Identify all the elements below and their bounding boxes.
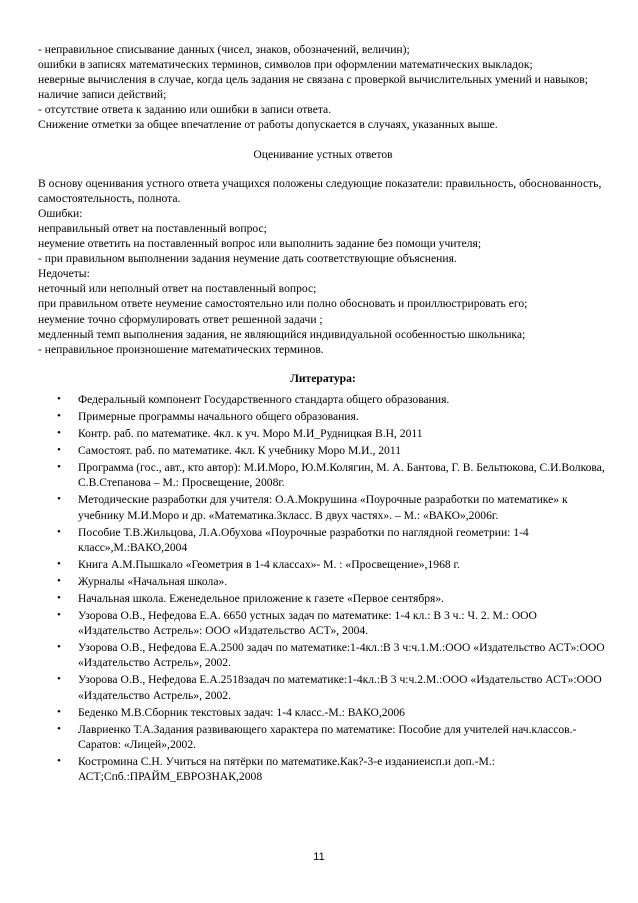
oral-heading: Оценивание устных ответов <box>253 147 393 161</box>
literature-item <box>38 591 608 606</box>
intro-line: наличие записи действий; <box>38 88 167 102</box>
bullet-icon: • <box>57 493 61 506</box>
bullet-icon: • <box>57 754 61 767</box>
intro-line: ошибки в записях математических терминов, символов при оформлении математических выкладок; <box>38 58 533 72</box>
literature-item <box>38 722 608 752</box>
literature-item <box>38 705 608 720</box>
page-body <box>38 42 608 786</box>
literature-item-text: Примерные программы начального общего образования. <box>78 409 359 423</box>
oral-line: неправильный ответ на поставленный вопрос; <box>38 221 267 235</box>
literature-item-text: Программа (гос., авт., кто автор): М.И.Моро, Ю.М.Колягин, М. А. Бантова, Г. В. Бельтюкова, С.И.Волкова, С.В.Степанова – М.: Просвещение, 2008г. <box>78 461 605 490</box>
bullet-icon: • <box>57 427 61 440</box>
oral-line: неумение точно сформулировать ответ решенной задачи ; <box>38 312 323 326</box>
literature-item-text: Методические разработки для учителя: О.А.Мокрушина «Поурочные разработки по математике» к учебнику М.И.Моро и др. «Математика.3класс. В двух частях». – М.: «ВАКО»,2006г. <box>78 493 568 522</box>
oral-line: Ошибки: <box>38 206 83 220</box>
literature-item-text: Узорова О.В., Нефедова Е.А. 6650 устных задач по математике: 1-4 кл.: В 3 ч.: Ч. 2. М.: ООО «Издательство Астрель»: ООО «Издательство АСТ», 2004. <box>78 609 537 638</box>
oral-line: - при правильном выполнении задания неумение дать соответствующие объяснения. <box>38 252 457 266</box>
literature-item <box>38 492 608 522</box>
literature-item <box>38 409 608 424</box>
literature-item <box>38 754 608 784</box>
literature-item <box>38 608 608 638</box>
intro-line: неверные вычисления в случае, когда цель задания не связана с проверкой вычислительных умений и навыков; <box>38 73 588 87</box>
oral-line: неумение ответить на поставленный вопрос или выполнить задание без помощи учителя; <box>38 237 482 251</box>
literature-item-text: Лавриенко Т.А.Задания развивающего характера по математике: Пособие для учителей нач.классов.-Саратов: «Лицей»,2002. <box>78 722 577 751</box>
bullet-icon: • <box>57 592 61 604</box>
bullet-icon: • <box>57 673 61 686</box>
bullet-icon: • <box>57 609 61 622</box>
literature-item-text: Федеральный компонент Государственного стандарта общего образования. <box>78 392 450 406</box>
oral-block <box>38 176 608 357</box>
intro-line: Снижение отметки за общее впечатление от работы допускается в случаях, указанных выше. <box>38 118 498 132</box>
literature-item <box>38 557 608 572</box>
literature-item-text: Самостоят. раб. по математике. 4кл. К учебнику Моро М.И., 2011 <box>78 444 402 458</box>
oral-line: В основу оценивания устного ответа учащихся положены следующие показатели: правильность, обоснованность, самостоятельность, полнота. <box>38 176 602 205</box>
intro-line: - отсутствие ответа к заданию или ошибки в записи ответа. <box>38 103 332 117</box>
literature-item-text: Узорова О.В., Нефедова Е.А.2500 задач по математике:1-4кл.:В 3 ч:ч.1.М.:ООО «Издательство АСТ»:ООО «Издательство Астрель», 2002. <box>78 641 605 670</box>
literature-item-text: Начальная школа. Еженедельное приложение к газете «Первое сентября». <box>78 592 445 605</box>
literature-item <box>38 525 608 555</box>
literature-item-text: Книга А.М.Пышкало «Геометрия в 1-4 классах»- М. : «Просвещение»,1968 г. <box>78 557 460 571</box>
spacer <box>38 162 608 176</box>
literature-item-text: Беденко М.В.Сборник текстовых задач: 1-4 класс.-М.: ВАКО,2006 <box>78 705 405 719</box>
spacer <box>38 357 608 371</box>
oral-line: неточный или неполный ответ на поставленный вопрос; <box>38 282 317 296</box>
literature-list <box>38 392 608 784</box>
literature-item <box>38 392 608 407</box>
literature-item-text: Узорова О.В., Нефедова Е.А.2518задач по математике:1-4кл.:В 3 ч:ч.2.М.:ООО «Издательство АСТ»:ООО «Издательство Астрель», 2002. <box>78 673 602 702</box>
literature-item <box>38 443 608 458</box>
bullet-icon: • <box>57 409 61 422</box>
literature-item <box>38 426 608 441</box>
oral-line: Недочеты: <box>38 267 90 281</box>
page-number: 11 <box>313 851 325 863</box>
oral-line: - неправильное произношение математических терминов. <box>38 342 324 356</box>
oral-line: медленный темп выполнения задания, не являющийся индивидуальной особенностью школьника; <box>38 327 526 341</box>
bullet-icon: • <box>57 461 61 474</box>
bullet-icon: • <box>57 557 61 570</box>
literature-item-text: Пособие Т.В.Жильцова, Л.А.Обухова «Поурочные разработки по наглядной геометрии: 1-4 класс»,М.:ВАКО,2004 <box>78 525 529 554</box>
literature-item <box>38 640 608 670</box>
bullet-icon: • <box>57 574 61 587</box>
intro-block <box>38 42 608 133</box>
literature-item-text: Костромина С.Н. Учиться на пятёрки по математике.Как?-3-е изданиеисп.и доп.-М.: АСТ;Спб.:ПРАЙМ_ЕВРОЗНАК,2008 <box>78 754 495 784</box>
bullet-icon: • <box>57 525 61 538</box>
bullet-icon: • <box>57 641 61 654</box>
literature-heading: Литература: <box>290 371 356 385</box>
literature-item <box>38 672 608 702</box>
bullet-icon: • <box>57 392 61 405</box>
literature-item-text: Журналы «Начальная школа». <box>78 574 228 588</box>
literature-item <box>38 460 608 490</box>
literature-item <box>38 574 608 589</box>
bullet-icon: • <box>57 722 61 735</box>
oral-line: при правильном ответе неумение самостоятельно или полно обосновать и проиллюстрировать его; <box>38 297 528 311</box>
spacer <box>38 133 608 147</box>
bullet-icon: • <box>57 444 61 457</box>
literature-item-text: Контр. раб. по математике. 4кл. к уч. Моро М.И_Рудницкая В.Н, 2011 <box>78 427 423 441</box>
intro-line: - неправильное списывание данных (чисел, знаков, обозначений, величин); <box>38 43 410 56</box>
bullet-icon: • <box>57 705 61 718</box>
